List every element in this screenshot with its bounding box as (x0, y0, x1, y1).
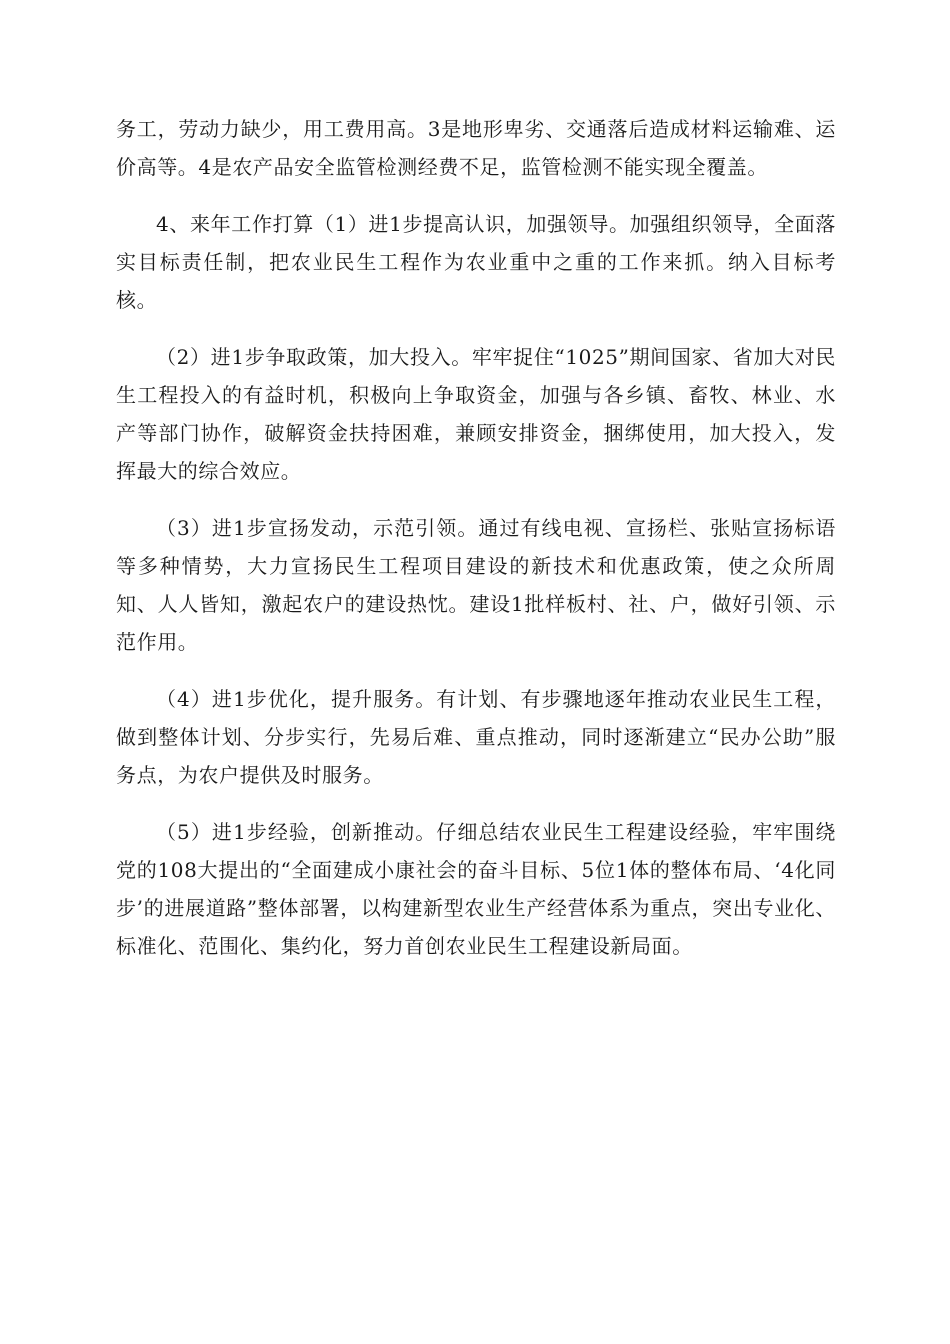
paragraph-item-5: （5）进1步经验，创新推动。仔细总结农业民生工程建设经验，牢牢围绕党的108大提出的“全面建成小康社会的奋斗目标、5位1体的整体布局、‘4化同步’的进展道路”整体部署，以构建新型农业生产经营体系为重点，突出专业化、标准化、范围化、集约化，努力首创农业民生工程建设新局面。 (116, 820, 836, 958)
document-body (116, 110, 836, 984)
paragraph-continuation: 务工，劳动力缺少，用工费用高。3是地形卑劣、交通落后造成材料运输难、运价高等。4是农产品安全监管检测经费不足，监管检测不能实现全覆盖。 (116, 117, 836, 179)
paragraph-item-3: （3）进1步宣扬发动，示范引领。通过有线电视、宣扬栏、张贴宣扬标语等多种情势，大力宣扬民生工程项目建设的新技术和优惠政策，使之众所周知、人人皆知，激起农户的建设热忱。建设1批样板村、社、户，做好引领、示范作用。 (116, 516, 836, 654)
paragraph-next-year-plan: 4、来年工作打算（1）进1步提高认识，加强领导。加强组织领导，全面落实目标责任制，把农业民生工程作为农业重中之重的工作来抓。纳入目标考核。 (116, 212, 836, 312)
paragraph-item-4: （4）进1步优化，提升服务。有计划、有步骤地逐年推动农业民生工程，做到整体计划、分步实行，先易后难、重点推动，同时逐渐建立“民办公助”服务点，为农户提供及时服务。 (116, 687, 836, 787)
paragraph-item-2: （2）进1步争取政策，加大投入。牢牢捉住“1025”期间国家、省加大对民生工程投入的有益时机，积极向上争取资金，加强与各乡镇、畜牧、林业、水产等部门协作，破解资金扶持困难，兼顾安排资金，捆绑使用，加大投入，发挥最大的综合效应。 (116, 345, 836, 483)
